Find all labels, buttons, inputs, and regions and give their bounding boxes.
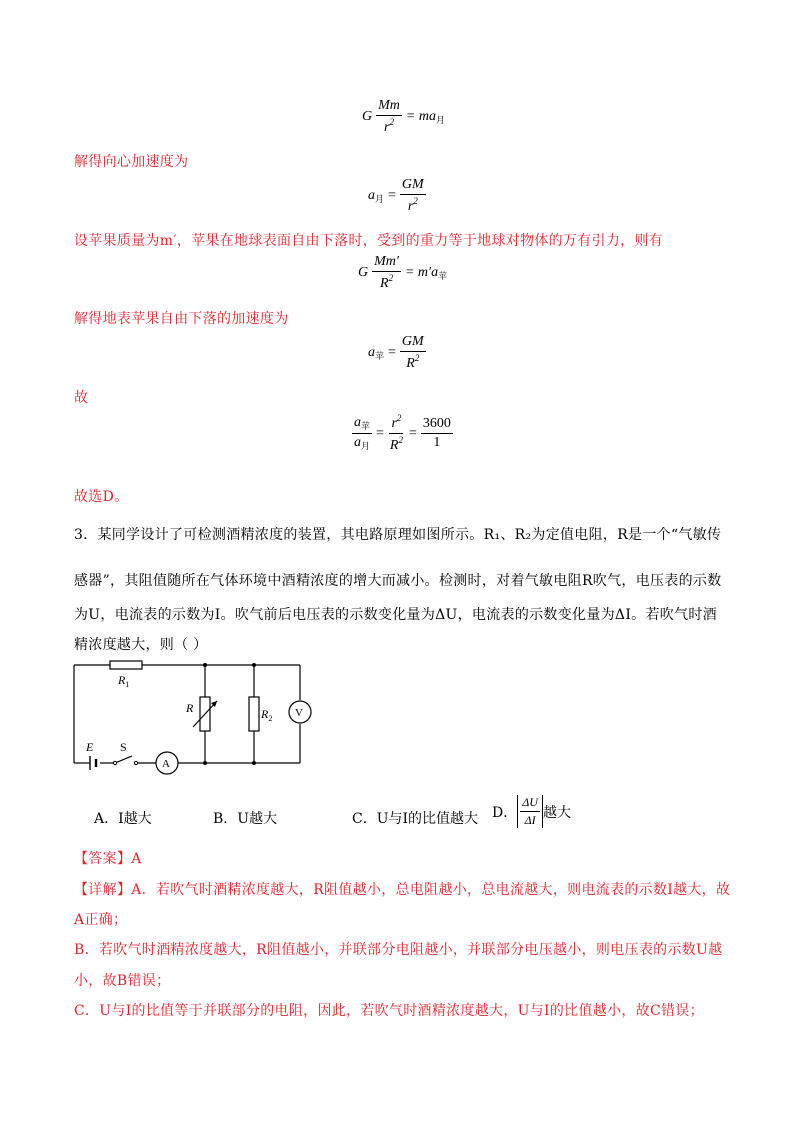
line-apple-mass: 设苹果质量为m′，苹果在地球表面自由下落时，受到的重力等于地球对物体的万有引力，则有 (74, 233, 664, 249)
switch-contact-right (134, 761, 137, 764)
eq1-den-exp: 2 (389, 117, 394, 127)
eq4-lhs-sub: 苹 (375, 350, 385, 361)
eq4-numerator: GM (400, 334, 426, 352)
eq5-n3: 3600 (421, 416, 453, 434)
question3-line2: 感器”，其阻值随所在气体环境中酒精浓度的增大而减小。检测时，对着气敏电阻R吹气，电压表的示数 (74, 573, 722, 589)
eq5-equals-2: = (408, 425, 417, 441)
eq5-d3: 1 (433, 435, 441, 450)
eq5-n1-sub: 苹 (361, 421, 371, 431)
eq1-rhs-text: = ma (405, 108, 436, 124)
resistor-r2 (249, 697, 259, 731)
eq2-lhs (368, 188, 384, 205)
option-d[interactable] (492, 795, 571, 828)
resistor-r1 (110, 661, 142, 669)
eq5-d1: a (354, 435, 361, 450)
eq3-denominator (378, 272, 395, 292)
eq5-d2-exp: 2 (398, 435, 403, 445)
option-d-fraction (520, 795, 540, 828)
eq4-den-exp: 2 (414, 353, 420, 363)
eq1-G: G (362, 109, 373, 124)
label-a: A (162, 758, 170, 770)
eq5-n2: r (391, 416, 397, 431)
equation-moon-accel (368, 177, 426, 215)
junction-top-r2 (252, 663, 256, 667)
option-c[interactable]: C．U与I的比值越大 (352, 811, 479, 827)
option-d-prefix: D． (492, 804, 518, 821)
eq5-n2-exp: 2 (396, 413, 402, 423)
eq2-denominator (406, 195, 420, 215)
option-d-den: ΔI (524, 813, 536, 827)
junction-bottom-r2 (252, 761, 256, 765)
eq2-fraction (400, 177, 426, 215)
option-a[interactable]: A．I越大 (94, 811, 152, 827)
eq1-fraction (376, 98, 402, 136)
label-r2: $R_2$ (261, 707, 273, 723)
eq2-den-base: r (407, 199, 414, 214)
eq5-den-accel (352, 434, 372, 452)
eq4-den-base: R (406, 356, 415, 371)
eq2-lhs-sub: 月 (375, 193, 385, 204)
eq3-den-base: R (380, 276, 389, 291)
junction-bottom-r (203, 761, 207, 765)
eq5-equals-1: = (376, 425, 384, 441)
eq4-lhs (368, 345, 384, 362)
eq5-den-radius (388, 434, 405, 454)
eq5-fraction-radius (388, 413, 405, 454)
label-e: E (86, 740, 94, 754)
eq4-lhs-a: a (368, 344, 375, 360)
question3-line1: 3．某同学设计了可检测酒精浓度的装置，其电路原理如图所示。R₁、R₂为定值电阻，R是一个“气敏传 (74, 527, 722, 543)
eq3-den-exp: 2 (388, 273, 394, 283)
line-centripetal: 解得向心加速度为 (74, 154, 189, 170)
eq3-G: G (358, 265, 369, 280)
question3-line3: 为U，电流表的示数为I。吹气前后电压表的示数变化量为ΔU，电流表的示数变化量为ΔI。若吹气时酒 (74, 607, 717, 623)
switch-contact-left (113, 761, 116, 764)
eq2-lhs-a: a (368, 187, 375, 203)
eq5-num-accel (352, 415, 372, 434)
eq5-num-radius (389, 413, 403, 434)
option-b[interactable]: B．U越大 (213, 811, 278, 827)
eq3-rhs (405, 265, 447, 282)
eq5-fraction-number (421, 416, 453, 451)
eq3-rhs-text: = m′a (404, 264, 439, 280)
eq1-rhs-sub: 月 (435, 114, 445, 125)
switch-blade (115, 756, 132, 763)
detail-line1: 【详解】A．若吹气时酒精浓度越大，R阻值越小，总电阻越小，总电流越大，则电流表的示数I越大，故 (74, 882, 731, 898)
label-v: V (295, 707, 303, 719)
line-choose-d: 故选D。 (74, 489, 129, 505)
equation-gravity-apple (358, 254, 447, 292)
eq3-fraction (372, 254, 401, 292)
detail-line2: A正确； (74, 912, 128, 928)
eq5-d1-sub: 月 (361, 441, 371, 451)
eq3-rhs-sub: 苹 (438, 270, 448, 281)
eq1-rhs (406, 109, 445, 126)
eq1-denominator (382, 116, 396, 136)
eq1-den-base: r (384, 120, 390, 135)
detail-line4: 小，故B错误； (74, 973, 171, 989)
eq2-den-exp: 2 (413, 196, 418, 206)
option-d-num: ΔU (520, 795, 540, 812)
circuit-diagram (60, 655, 320, 780)
label-r: R (186, 701, 194, 715)
eq4-fraction (400, 334, 426, 372)
eq3-numerator: Mm′ (372, 254, 401, 272)
eq5-fraction-accel (352, 415, 372, 452)
line-therefore: 故 (74, 390, 89, 406)
eq5-d2: R (389, 438, 399, 453)
label-r1: $R_1$ (118, 673, 130, 689)
equation-apple-accel (368, 334, 426, 372)
answer-line: 【答案】A (74, 851, 142, 867)
eq2-equals: = (388, 188, 396, 203)
eq2-numerator: GM (400, 177, 426, 195)
question3-line4: 精浓度越大，则（ ） (74, 637, 208, 653)
detail-line5: C．U与I的比值等于并联部分的电阻，因此，若吹气时酒精浓度越大，U与I的比值越小，故C错误； (74, 1003, 704, 1019)
label-s: S (120, 740, 127, 754)
junction-top-r (203, 663, 207, 667)
eq5-n1: a (354, 415, 361, 430)
eq4-denominator (404, 352, 421, 372)
equation-ratio (352, 413, 453, 454)
line-surface-accel: 解得地表苹果自由下落的加速度为 (74, 311, 289, 327)
eq4-equals: = (388, 345, 396, 360)
option-d-abs (517, 795, 543, 828)
option-d-suffix: 越大 (542, 804, 571, 821)
equation-gravity-moon (362, 98, 445, 136)
detail-line3: B．若吹气时酒精浓度越大，R阻值越小，并联部分电阻越小，并联部分电压越小，则电压表的示数U越 (74, 942, 723, 958)
eq1-numerator: Mm (376, 98, 402, 116)
